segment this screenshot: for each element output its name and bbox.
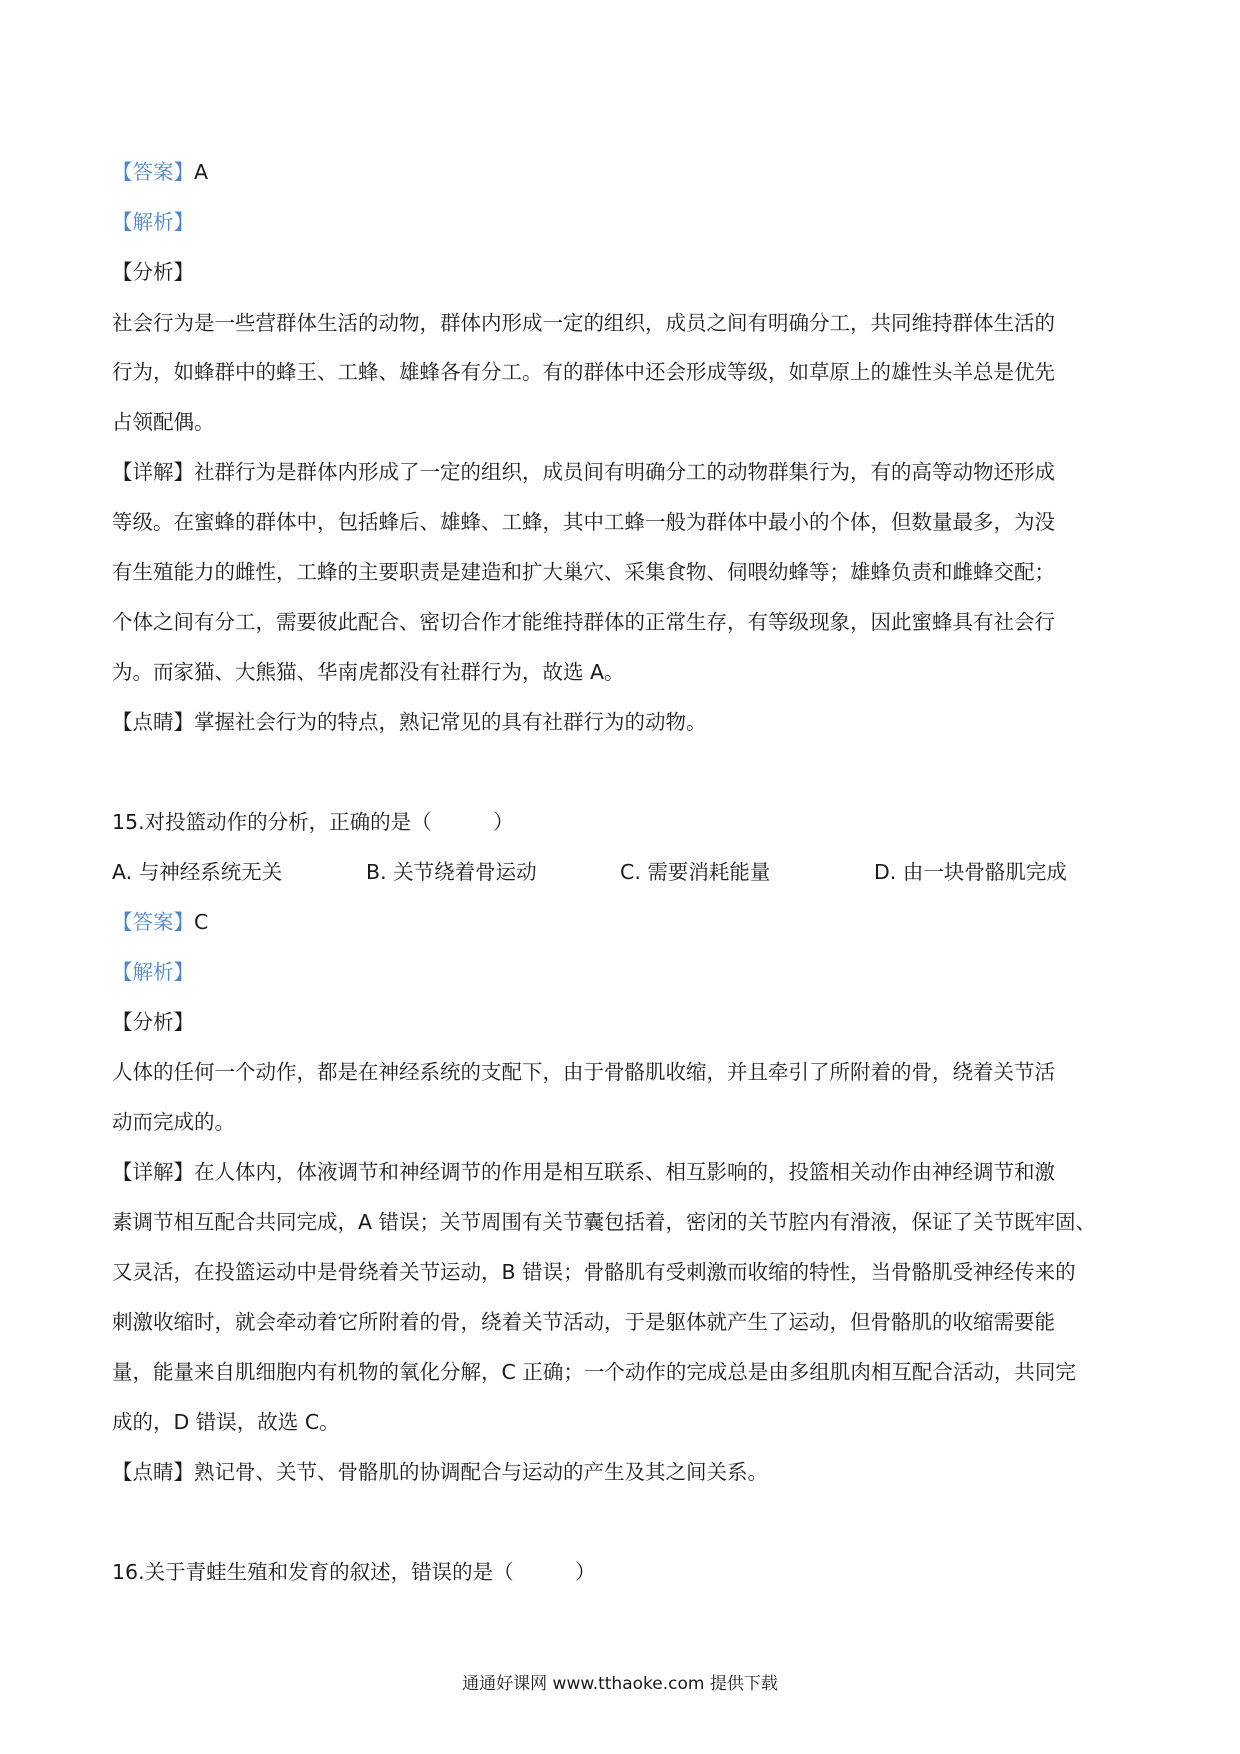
q15-dianjing-label: 【点睛】 bbox=[112, 1460, 194, 1484]
q16-question: 16.关于青蛙生殖和发育的叙述，错误的是（ ） bbox=[112, 1560, 596, 1584]
q14-xiangjie-line: 有生殖能力的雌性，工蜂的主要职责是建造和扩大巢穴、采集食物、伺喂幼蜂等；雄蜂负责和雌蜂交配； bbox=[112, 560, 1055, 584]
q14-answer-line bbox=[112, 158, 1132, 186]
q14-dianjing-label: 【点睛】 bbox=[112, 710, 194, 734]
q14-answer-label: 【答案】 bbox=[112, 160, 194, 184]
q14-xiangjie-line bbox=[112, 458, 1132, 486]
q14-xiangjie-text: 社群行为是群体内形成了一定的组织，成员间有明确分工的动物群集行为，有的高等动物还形成 bbox=[194, 460, 1055, 484]
q15-options bbox=[112, 858, 1132, 886]
q15-xiangjie-line: 又灵活，在投篮运动中是骨绕着关节运动，B 错误；骨骼肌有受刺激而收缩的特性，当骨骼肌受神经传来的 bbox=[112, 1260, 1076, 1284]
q15-dianjing-text: 熟记骨、关节、骨骼肌的协调配合与运动的产生及其之间关系。 bbox=[194, 1460, 768, 1484]
q15-answer-value: C bbox=[194, 910, 209, 934]
q14-answer-value: A bbox=[194, 160, 209, 184]
q15-answer-label: 【答案】 bbox=[112, 910, 194, 934]
q15-option-d: D. 由一块骨骼肌完成 bbox=[874, 860, 1067, 884]
q15-option-c: C. 需要消耗能量 bbox=[620, 860, 771, 884]
q15-jiexi-label: 【解析】 bbox=[112, 960, 194, 984]
q15-fenxi-line: 人体的任何一个动作，都是在神经系统的支配下，由于骨骼肌收缩，并且牵引了所附着的骨，绕着关节活 bbox=[112, 1060, 1055, 1084]
q15-option-b: B. 关节绕着骨运动 bbox=[366, 860, 537, 884]
q14-jiexi-label: 【解析】 bbox=[112, 210, 194, 234]
q14-xiangjie-line: 个体之间有分工，需要彼此配合、密切合作才能维持群体的正常生存，有等级现象，因此蜜蜂具有社会行 bbox=[112, 610, 1055, 634]
q14-xiangjie-label: 【详解】 bbox=[112, 460, 194, 484]
q15-fenxi-line: 动而完成的。 bbox=[112, 1110, 235, 1134]
q14-fenxi-line: 行为，如蜂群中的蜂王、工蜂、雄蜂各有分工。有的群体中还会形成等级，如草原上的雄性头羊总是优先 bbox=[112, 360, 1055, 384]
q15-option-a: A. 与神经系统无关 bbox=[112, 860, 283, 884]
q14-xiangjie-line: 等级。在蜜蜂的群体中，包括蜂后、雄蜂、工蜂，其中工蜂一般为群体中最小的个体，但数量最多，为没 bbox=[112, 510, 1055, 534]
q15-xiangjie-line: 素调节相互配合共同完成，A 错误；关节周围有关节囊包括着，密闭的关节腔内有滑液，保证了关节既牢固、 bbox=[112, 1210, 1097, 1234]
q15-xiangjie-line: 成的，D 错误，故选 C。 bbox=[112, 1410, 340, 1434]
q15-answer-line bbox=[112, 908, 1132, 936]
q15-dianjing-line bbox=[112, 1458, 1132, 1486]
q15-xiangjie-text: 在人体内，体液调节和神经调节的作用是相互联系、相互影响的，投篮相关动作由神经调节和激 bbox=[194, 1160, 1055, 1184]
q15-xiangjie-line: 刺激收缩时，就会牵动着它所附着的骨，绕着关节活动，于是躯体就产生了运动，但骨骼肌的收缩需要能 bbox=[112, 1310, 1055, 1334]
q15-xiangjie-line: 量，能量来自肌细胞内有机物的氧化分解，C 正确；一个动作的完成总是由多组肌肉相互配合活动，共同完 bbox=[112, 1360, 1076, 1384]
q15-xiangjie-line bbox=[112, 1158, 1132, 1186]
q14-fenxi-label: 【分析】 bbox=[112, 260, 194, 284]
q14-xiangjie-line: 为。而家猫、大熊猫、华南虎都没有社群行为，故选 A。 bbox=[112, 660, 625, 684]
q14-dianjing-text: 掌握社会行为的特点，熟记常见的具有社群行为的动物。 bbox=[194, 710, 707, 734]
q15-xiangjie-label: 【详解】 bbox=[112, 1160, 194, 1184]
q14-fenxi-line: 社会行为是一些营群体生活的动物，群体内形成一定的组织，成员之间有明确分工，共同维持群体生活的 bbox=[112, 311, 1055, 335]
q15-fenxi-label: 【分析】 bbox=[112, 1010, 194, 1034]
page-footer: 通通好课网 www.tthaoke.com 提供下载 bbox=[462, 1674, 778, 1694]
q14-dianjing-line bbox=[112, 708, 1132, 736]
q15-question: 15.对投篮动作的分析，正确的是（ ） bbox=[112, 810, 514, 834]
q14-fenxi-line: 占领配偶。 bbox=[112, 410, 215, 434]
